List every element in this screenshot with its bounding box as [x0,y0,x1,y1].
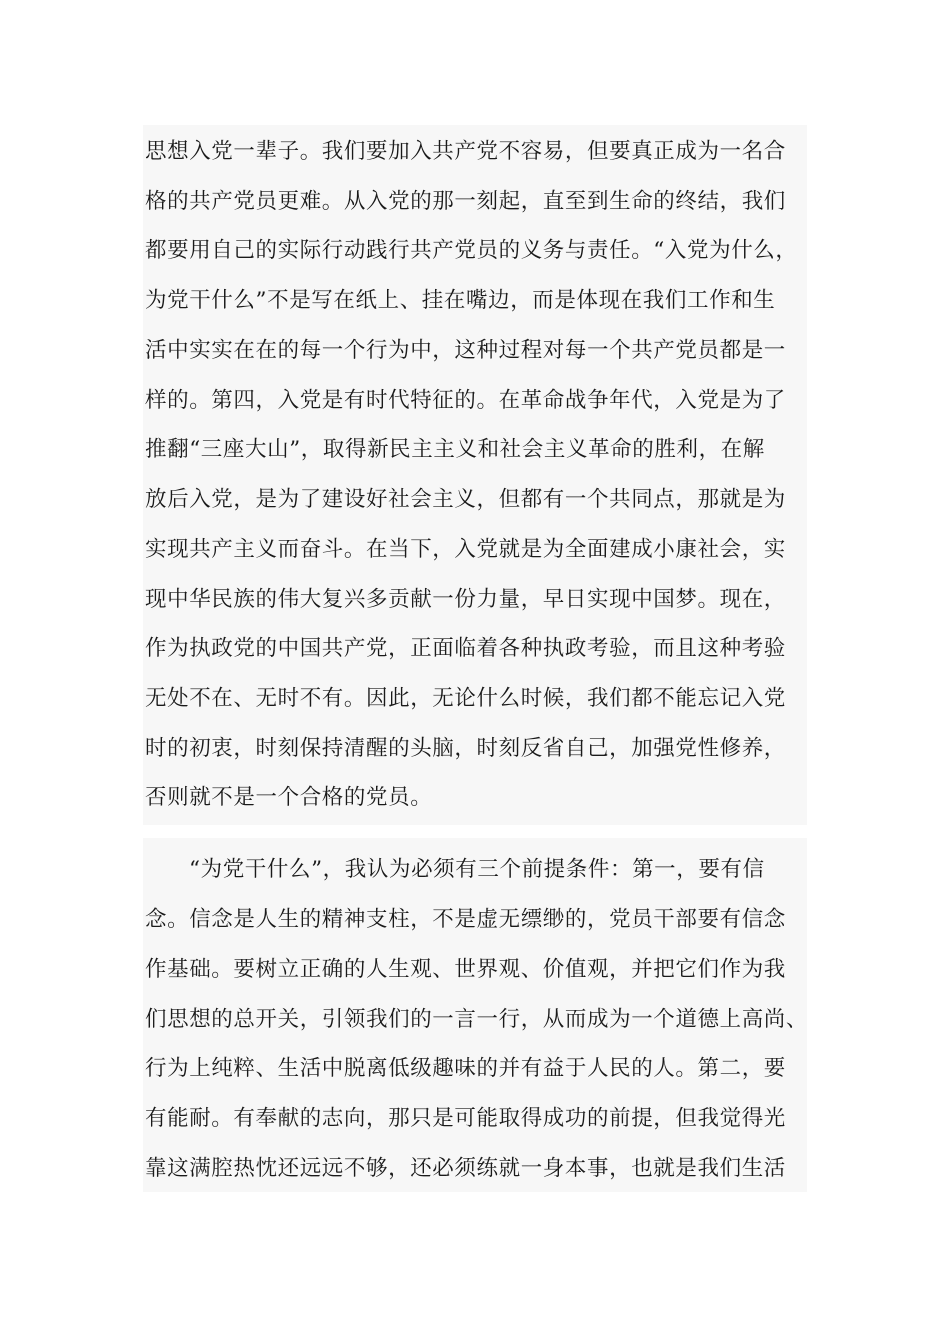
text-line: 否则就不是一个合格的党员。 [145,785,433,810]
text-line: 样的。第四，入党是有时代特征的。在革命战争年代，入党是为了 [145,388,786,413]
text-line: “为党干什么”，我认为必须有三个前提条件：第一，要有信 [189,857,765,882]
text-line: 有能耐。有奉献的志向，那只是可能取得成功的前提，但我觉得光 [145,1106,786,1131]
text-line: 活中实实在在的每一个行为中，这种过程对每一个共产党员都是一 [145,338,786,363]
text-line: 作基础。要树立正确的人生观、世界观、价值观，并把它们作为我 [145,957,786,982]
text-line: 作为执政党的中国共产党，正面临着各种执政考验，而且这种考验 [145,636,786,661]
text-line: 念。信念是人生的精神支柱，不是虚无缥缈的，党员干部要有信念 [145,907,786,932]
text-line: 格的共产党员更难。从入党的那一刻起，直至到生命的终结，我们 [145,189,786,214]
text-line: 无处不在、无时不有。因此，无论什么时候，我们都不能忘记入党 [145,686,786,711]
paragraph-1 [143,125,807,825]
text-line: 们思想的总开关，引领我们的一言一行，从而成为一个道德上高尚、 [145,1007,809,1032]
text-line: 都要用自己的实际行动践行共产党员的义务与责任。“入党为什么， [145,238,798,263]
text-line: 放后入党，是为了建设好社会主义，但都有一个共同点，那就是为 [145,487,786,512]
text-line: 现中华民族的伟大复兴多贡献一份力量，早日实现中国梦。现在， [145,587,786,612]
text-line: 靠这满腔热忱还远远不够，还必须练就一身本事，也就是我们生活 [145,1156,786,1181]
text-line: 时的初衷，时刻保持清醒的头脑，时刻反省自己，加强党性修养， [145,736,786,761]
text-line: 实现共产主义而奋斗。在当下，入党就是为全面建成小康社会，实 [145,537,786,562]
text-line: 思想入党一辈子。我们要加入共产党不容易，但要真正成为一名合 [145,139,786,164]
text-line: 为党干什么”不是写在纸上、挂在嘴边，而是体现在我们工作和生 [145,288,776,313]
text-line: 行为上纯粹、生活中脱离低级趣味的并有益于人民的人。第二，要 [145,1056,786,1081]
paragraph-2 [143,838,807,1192]
text-line: 推翻“三座大山”，取得新民主主义和社会主义革命的胜利，在解 [145,437,765,462]
